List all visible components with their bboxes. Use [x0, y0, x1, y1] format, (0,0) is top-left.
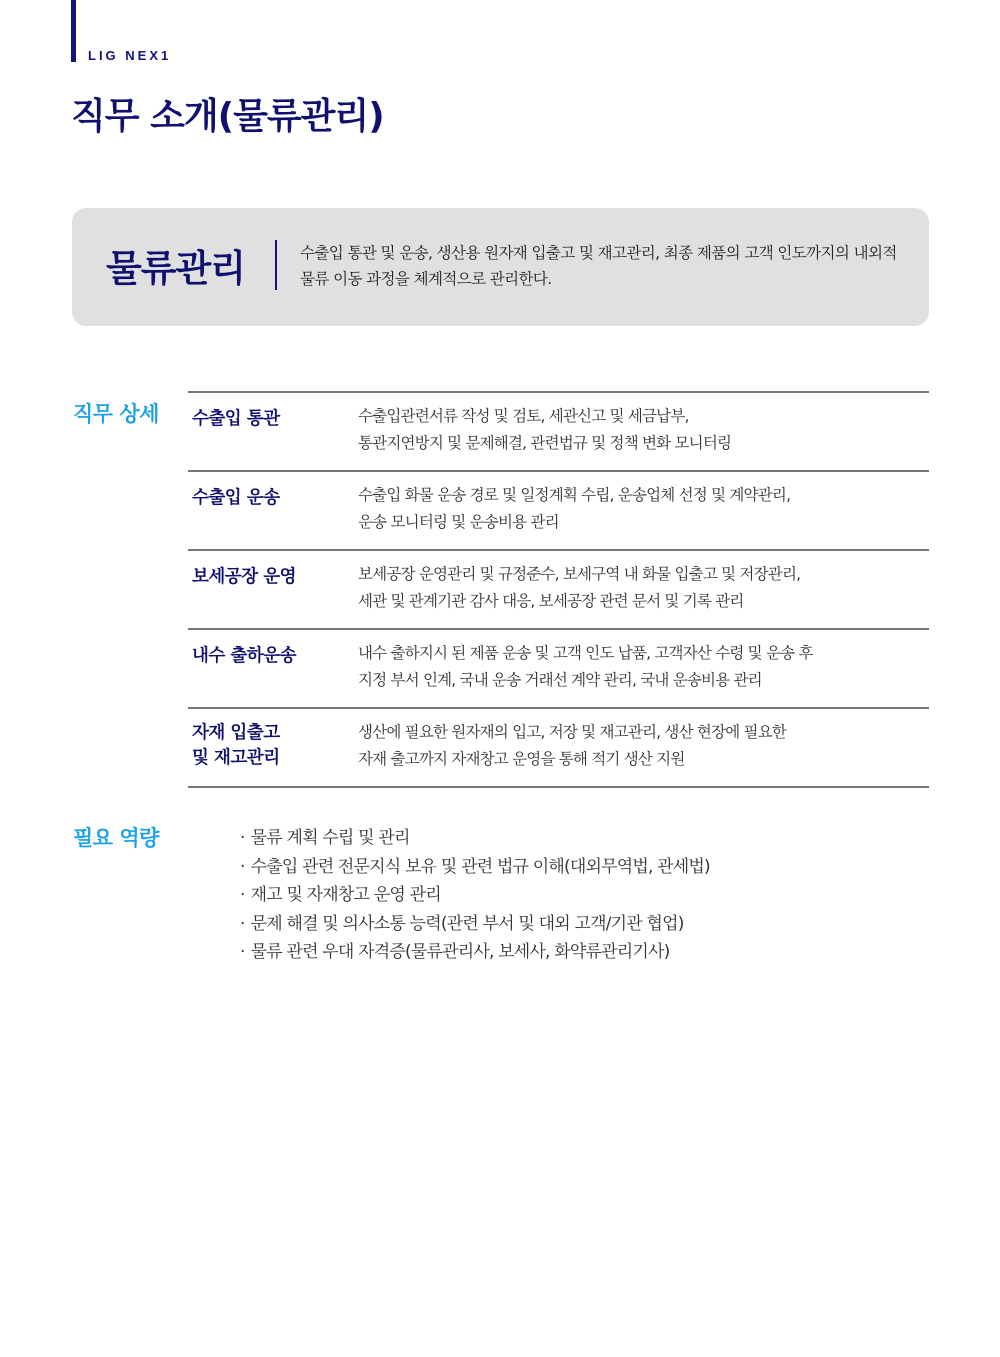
summary-box [72, 208, 929, 326]
duty-desc-line: 지정 부서 인계, 국내 운송 거래선 계약 관리, 국내 운송비용 관리 [358, 671, 762, 689]
duty-description [358, 719, 918, 773]
skill-text: 문제 해결 및 의사소통 능력(관련 부서 및 대외 고객/기관 협업) [250, 913, 684, 934]
bullet-icon: · [240, 828, 245, 848]
duty-desc-line: 통관지연방지 및 문제해결, 관련법규 및 정책 변화 모니터링 [358, 434, 732, 452]
table-row [188, 551, 929, 630]
duty-detail-label: 직무 상세 [73, 402, 159, 426]
summary-description: 수출입 통관 및 운송, 생산용 원자재 입출고 및 재고관리, 최종 제품의 고객 인도까지의 내외적 물류 이동 과정을 체계적으로 관리한다. [300, 244, 897, 288]
required-skills-label: 필요 역량 [73, 826, 159, 850]
duty-name-line: 자재 입출고 [192, 723, 280, 743]
list-item [240, 881, 710, 910]
summary-divider [275, 240, 277, 290]
duty-name: 보세공장 운영 [192, 567, 297, 587]
skill-text: 재고 및 자재창고 운영 관리 [250, 885, 441, 906]
page-title: 직무 소개(물류관리) [71, 96, 384, 137]
duty-description [358, 640, 918, 694]
duty-desc-line: 보세공장 운영관리 및 규정준수, 보세구역 내 화물 입출고 및 저장관리, [358, 565, 801, 583]
duty-name: 내수 출하운송 [192, 646, 297, 666]
bullet-icon: · [240, 942, 245, 963]
table-row [188, 709, 929, 788]
duty-desc-line: 생산에 필요한 원자재의 입고, 저장 및 재고관리, 생산 현장에 필요한 [358, 723, 787, 741]
skill-text: 수출입 관련 전문지식 보유 및 관련 법규 이해(대외무역법, 관세법) [250, 856, 710, 877]
duty-desc-line: 내수 출하지시 된 제품 운송 및 고객 인도 납품, 고객자산 수령 및 운송 후 [358, 644, 813, 662]
duty-name-line: 및 재고관리 [192, 748, 280, 768]
bullet-icon: · [240, 913, 245, 934]
bullet-icon: · [240, 885, 245, 906]
required-skills-list [240, 824, 710, 967]
brand-accent-bar [71, 0, 76, 62]
duty-desc-line: 자재 출고까지 자재창고 운영을 통해 적기 생산 지원 [358, 750, 685, 768]
duty-detail-table [188, 391, 929, 788]
table-row [188, 393, 929, 472]
skill-text: 물류 계획 수립 및 관리 [250, 828, 410, 848]
duty-desc-line: 수출입관련서류 작성 및 검토, 세관신고 및 세금납부, [358, 407, 689, 425]
duty-description [358, 561, 918, 615]
table-row [188, 472, 929, 551]
duty-name: 수출입 운송 [192, 488, 280, 508]
duty-name [192, 721, 352, 771]
duty-name: 수출입 통관 [192, 409, 280, 429]
list-item [240, 910, 710, 939]
list-item [240, 824, 710, 853]
duty-description [358, 403, 918, 457]
list-item [240, 938, 710, 967]
duty-desc-line: 수출입 화물 운송 경로 및 일정계획 수립, 운송업체 선정 및 계약관리, [358, 486, 791, 504]
list-item [240, 853, 710, 882]
duty-desc-line: 세관 및 관계기관 감사 대응, 보세공장 관련 문서 및 기록 관리 [358, 592, 744, 610]
brand-logo-text: LIG NEX1 [88, 48, 172, 63]
skill-text: 물류 관련 우대 자격증(물류관리사, 보세사, 화약류관리기사) [250, 942, 670, 963]
table-row [188, 630, 929, 709]
summary-title: 물류관리 [106, 247, 245, 290]
bullet-icon: · [240, 856, 245, 877]
duty-desc-line: 운송 모니터링 및 운송비용 관리 [358, 513, 559, 531]
duty-description [358, 482, 918, 536]
